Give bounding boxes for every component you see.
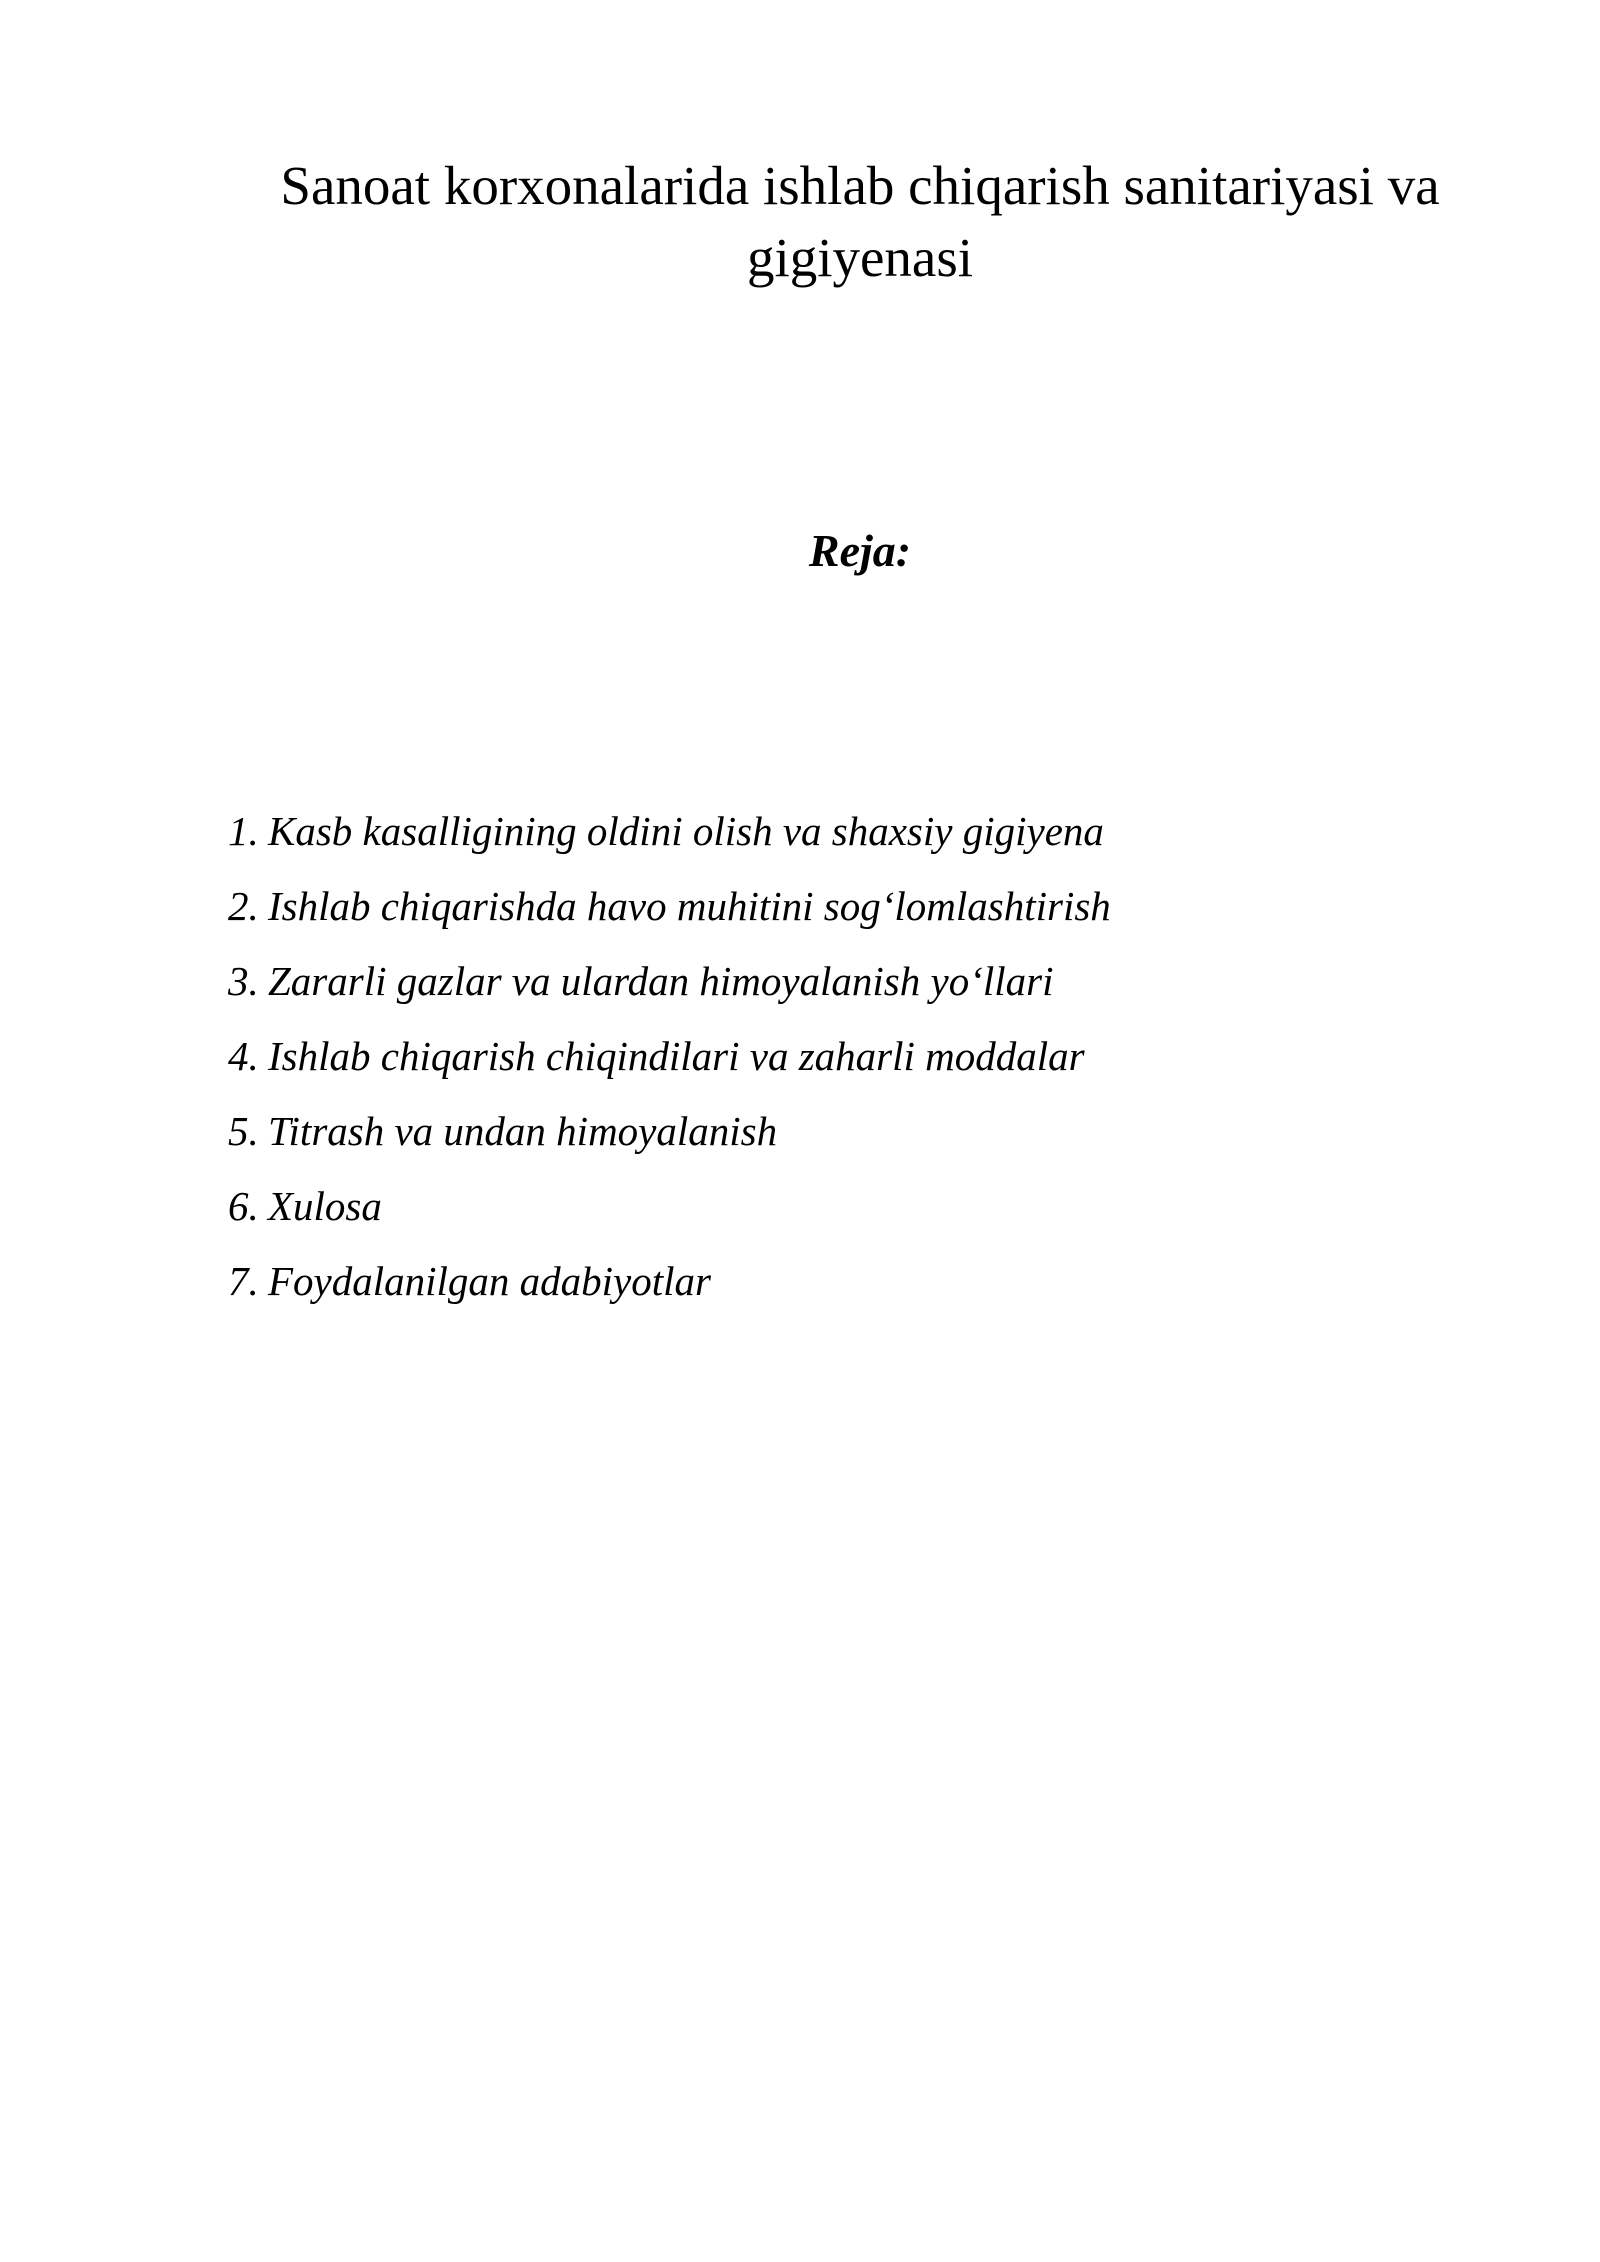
plan-item bbox=[228, 869, 1111, 944]
plan-item-number: 5. bbox=[228, 1108, 259, 1154]
document-title-line-1: Sanoat korxonalarida ishlab chiqarish sanitariyasi va bbox=[280, 155, 1440, 216]
plan-item bbox=[228, 1019, 1111, 1094]
plan-item-text: Foydalanilgan adabiyotlar bbox=[268, 1258, 711, 1304]
plan-item-number: 2. bbox=[228, 883, 259, 929]
plan-list bbox=[228, 794, 1111, 1319]
plan-item-text: Titrash va undan himoyalanish bbox=[268, 1108, 778, 1154]
plan-item-number: 1. bbox=[228, 808, 259, 854]
plan-heading: Reja: bbox=[808, 525, 912, 576]
plan-item-number: 3. bbox=[228, 958, 259, 1004]
plan-item bbox=[228, 1094, 1111, 1169]
document-title-line-2: gigiyenasi bbox=[746, 227, 974, 288]
plan-item-text: Kasb kasalligining oldini olish va shaxsiy gigiyena bbox=[268, 808, 1104, 854]
plan-item-text: Ishlab chiqarishda havo muhitini sog‘lomlashtirish bbox=[268, 883, 1111, 929]
plan-item bbox=[228, 944, 1111, 1019]
plan-item bbox=[228, 1169, 1111, 1244]
document-title bbox=[220, 150, 1500, 294]
plan-item-text: Xulosa bbox=[268, 1183, 382, 1229]
plan-item bbox=[228, 1244, 1111, 1319]
plan-item-text: Zararli gazlar va ulardan himoyalanish yo‘llari bbox=[268, 958, 1054, 1004]
plan-item-number: 6. bbox=[228, 1183, 259, 1229]
plan-item-number: 4. bbox=[228, 1033, 259, 1079]
plan-item-number: 7. bbox=[228, 1258, 259, 1304]
plan-item-text: Ishlab chiqarish chiqindilari va zaharli moddalar bbox=[268, 1033, 1085, 1079]
plan-item bbox=[228, 794, 1111, 869]
